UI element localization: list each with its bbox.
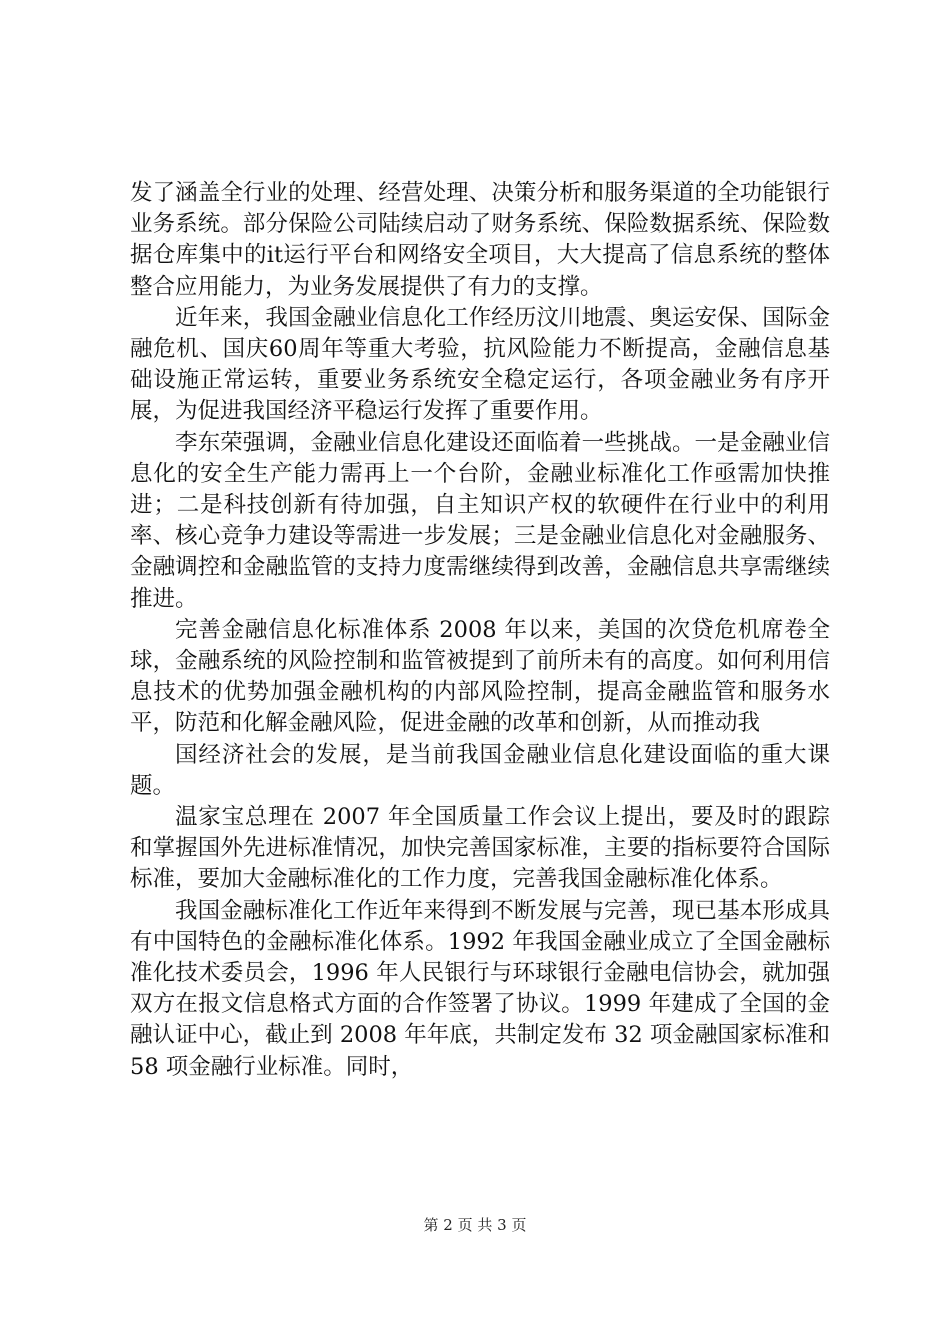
paragraph: 完善金融信息化标准体系 2008 年以来，美国的次贷危机席卷全球，金融系统的风险控制和监管被提到了前所未有的高度。如何利用信息技术的优势加强金融机构的内部风险控制，提高金融监管和服务水平，防范和化解金融风险，促进金融的改革和创新，从而推动我 — [130, 616, 830, 737]
paragraph: 温家宝总理在 2007 年全国质量工作会议上提出，要及时的跟踪和掌握国外先进标准情况，加快完善国家标准，主要的指标要符合国际标准，要加大金融标准化的工作力度，完善我国金融标准化体系。 — [130, 804, 830, 893]
document-body — [130, 178, 830, 1083]
paragraph: 国经济社会的发展，是当前我国金融业信息化建设面临的重大课题。 — [130, 741, 830, 799]
page-number-footer: 第 2 页 共 3 页 — [423, 1216, 527, 1234]
paragraph: 我国金融标准化工作近年来得到不断发展与完善，现已基本形成具有中国特色的金融标准化体系。1992 年我国金融业成立了全国金融标准化技术委员会，1996 年人民银行与环球银行金融电信协会，就加强双方在报文信息格式方面的合作签署了协议。1999 年建成了全国的金融认证中心，截止到 2008 年年底，共制定发布 32 项金融国家标准和 58 项金融行业标准。同时， — [130, 897, 830, 1080]
paragraph-continued: 发了涵盖全行业的处理、经营处理、决策分析和服务渠道的全功能银行业务系统。部分保险公司陆续启动了财务系统、保险数据系统、保险数据仓库集中的it运行平台和网络安全项目，大大提高了信息系统的整体整合应用能力，为业务发展提供了有力的支撑。 — [130, 180, 830, 300]
paragraph: 近年来，我国金融业信息化工作经历汶川地震、奥运安保、国际金融危机、国庆60周年等重大考验，抗风险能力不断提高，金融信息基础设施正常运转，重要业务系统安全稳定运行，各项金融业务有序开展，为促进我国经济平稳运行发挥了重要作用。 — [130, 304, 830, 425]
paragraph: 李东荣强调，金融业信息化建设还面临着一些挑战。一是金融业信息化的安全生产能力需再上一个台阶，金融业标准化工作亟需加快推进；二是科技创新有待加强，自主知识产权的软硬件在行业中的利用率、核心竞争力建设等需进一步发展；三是金融业信息化对金融服务、金融调控和金融监管的支持力度需继续得到改善，金融信息共享需继续推进。 — [130, 429, 830, 612]
